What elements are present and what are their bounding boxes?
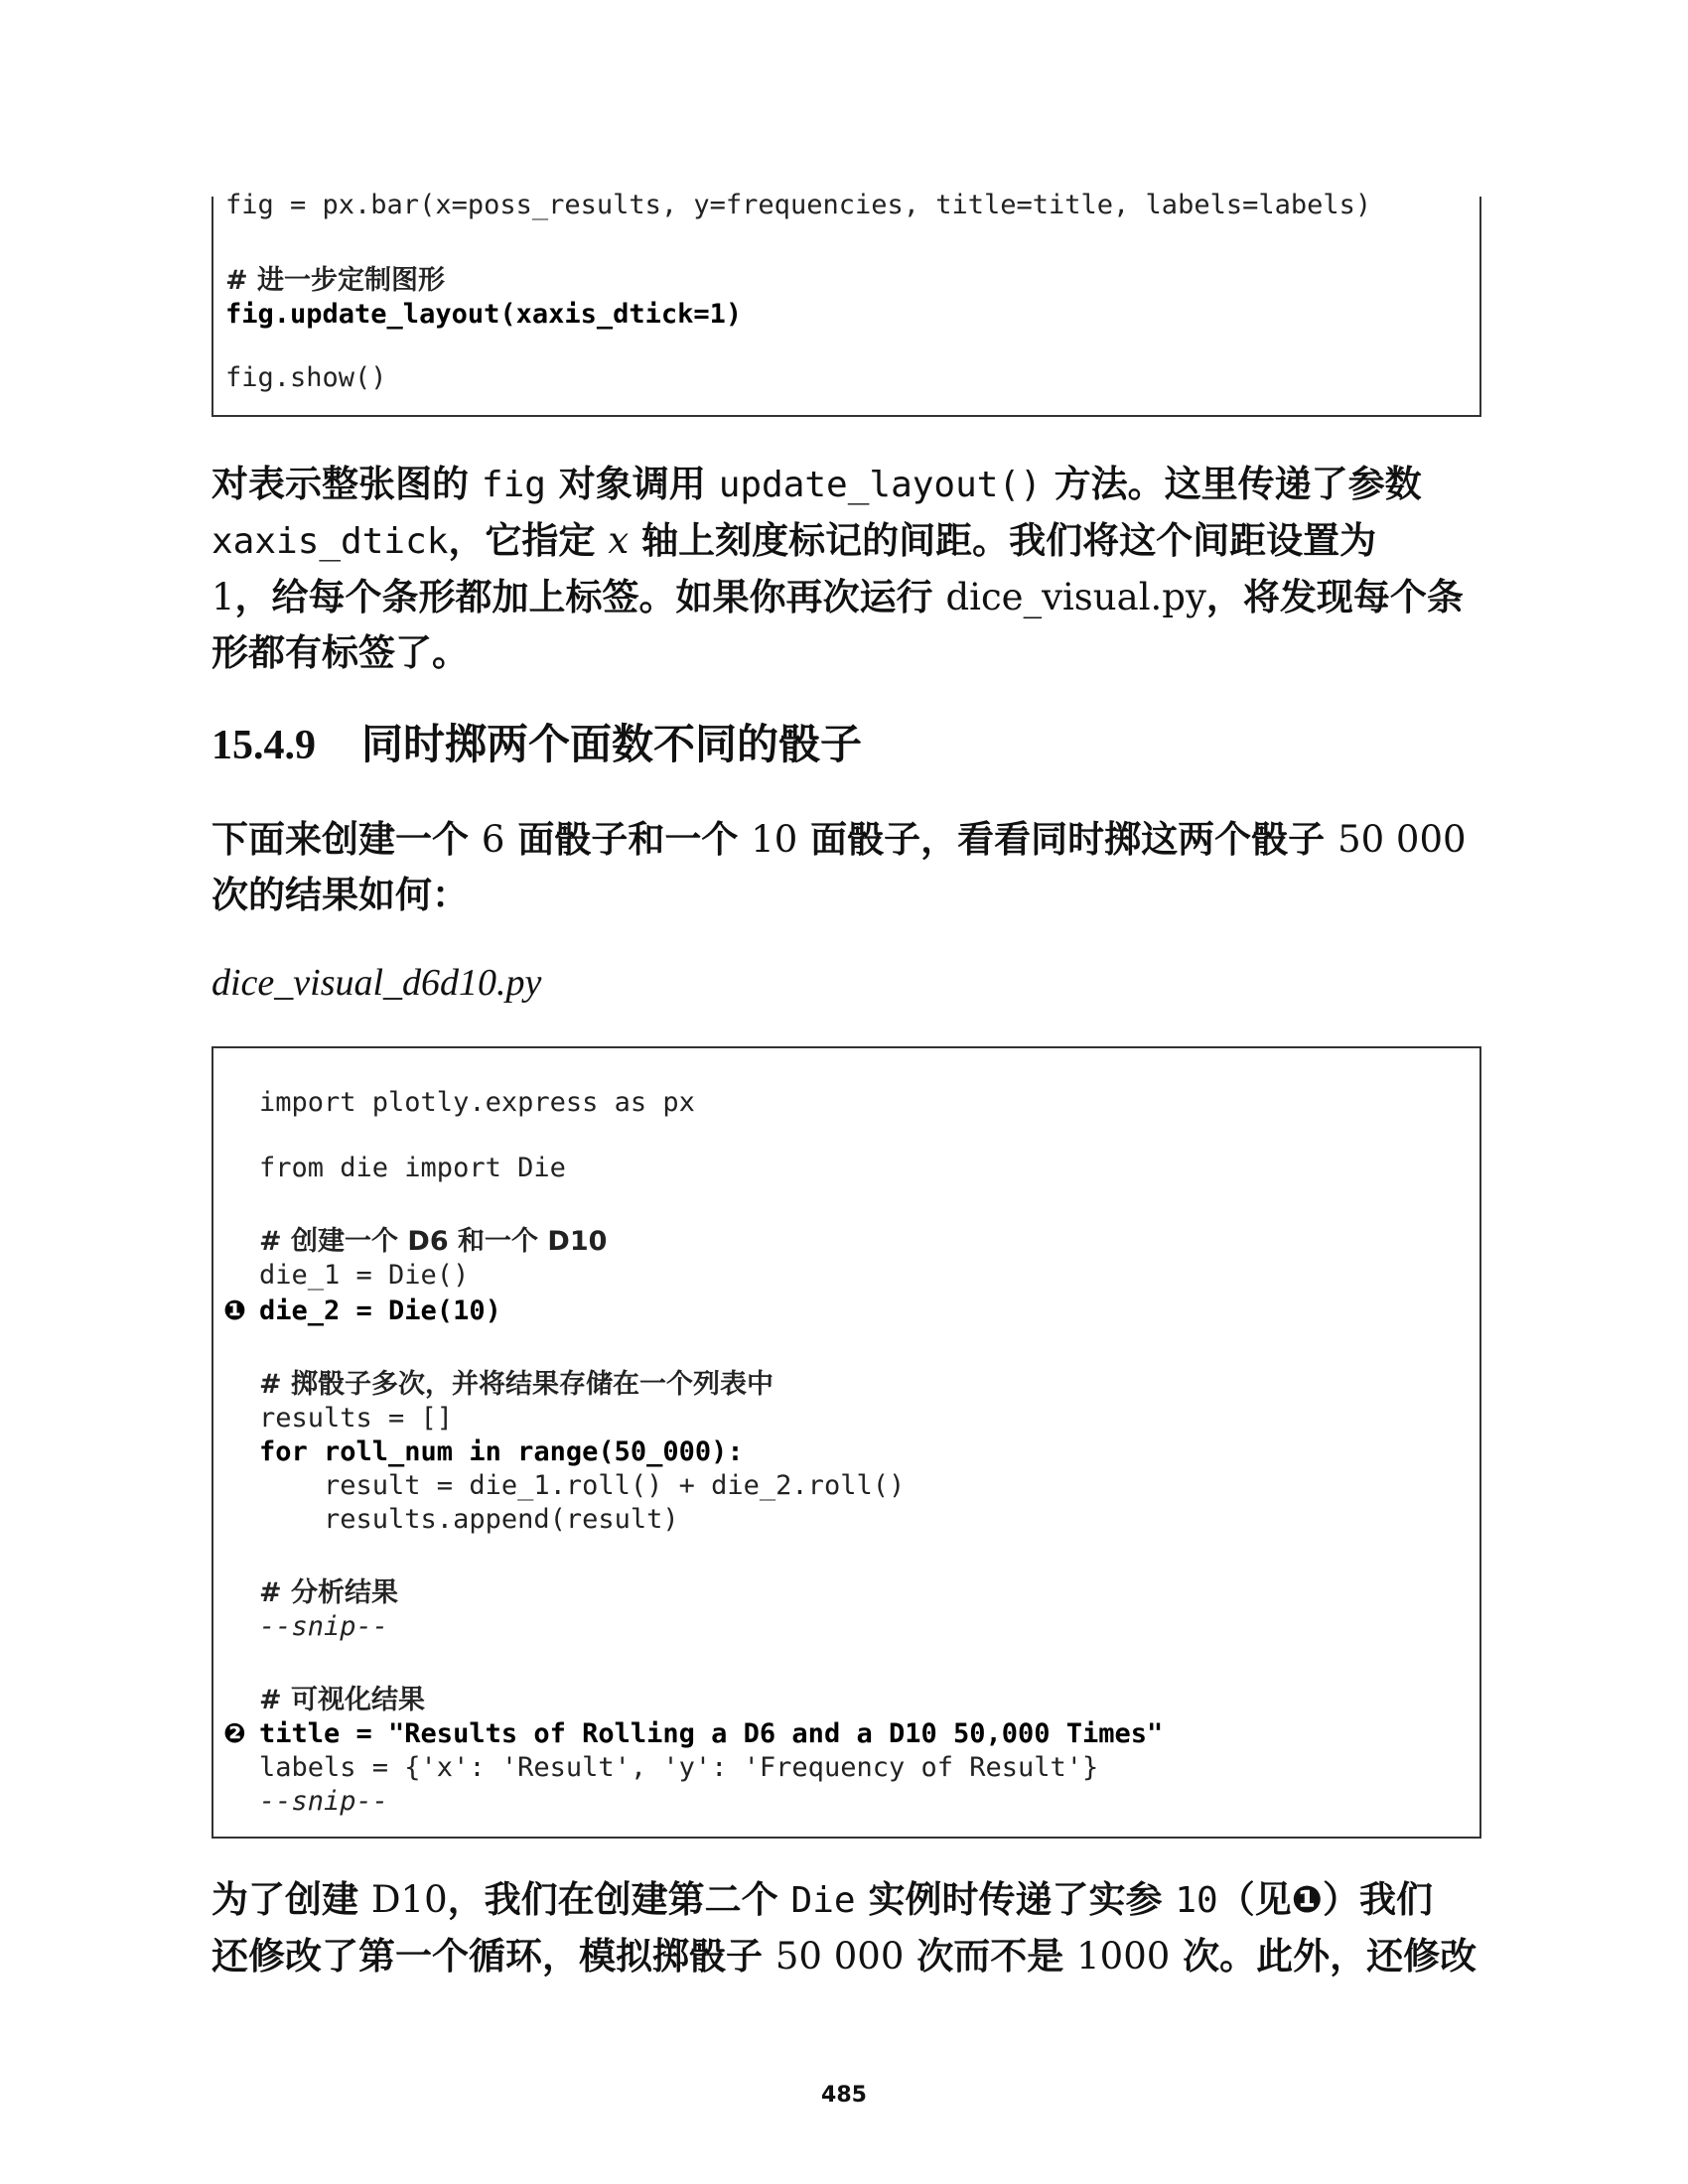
para-line — [211, 513, 1492, 570]
para-line — [211, 812, 1492, 868]
text: 对象调用 — [545, 463, 719, 505]
section-heading — [211, 715, 862, 775]
text: 对表示整张图的 — [211, 463, 482, 505]
code-line: results.append(result) — [259, 1504, 679, 1535]
para-line — [211, 868, 1492, 923]
text: （见❶）我们 — [1217, 1878, 1434, 1921]
code-line: from die import Die — [259, 1153, 566, 1183]
text: ，它指定 — [448, 519, 609, 562]
section-number: 15.4.9 — [211, 723, 316, 768]
text: 轴上刻度标记的间距。我们将这个间距设置为 — [629, 519, 1377, 562]
code-snip: --snip-- — [259, 1786, 389, 1817]
number: 1 — [211, 576, 235, 618]
code-line: fig.show() — [225, 362, 387, 393]
code-line: title = "Results of Rolling a D6 and a D10 50,000 Times" — [259, 1718, 1164, 1749]
code-line: results = [] — [259, 1403, 454, 1433]
file-name: dice_visual.py — [945, 576, 1206, 618]
text: ，给每个条形都加上标签。如果你再次运行 — [234, 576, 946, 618]
code-comment: # 进一步定制图形 — [225, 265, 446, 296]
body-paragraph-2 — [211, 812, 1492, 923]
code-comment: # 分析结果 — [259, 1577, 399, 1608]
code-line: for roll_num in range(50_000): — [259, 1436, 744, 1467]
para-line — [211, 457, 1492, 513]
inline-code: xaxis_dtick — [211, 521, 449, 562]
text: 次的结果如何： — [211, 874, 469, 916]
text: 面骰子，看看同时掷这两个骰子 — [797, 818, 1338, 861]
text: 面骰子和一个 — [504, 818, 752, 861]
text: 下面来创建一个 — [211, 818, 482, 861]
callout-marker-2: ❷ — [223, 1718, 246, 1749]
text: 次而不是 — [904, 1935, 1077, 1978]
inline-code: 10 — [1175, 1880, 1218, 1921]
text: 方法。这里传递了参数 — [1041, 463, 1422, 505]
code-line: import plotly.express as px — [259, 1087, 695, 1118]
code-line: result = die_1.roll() + die_2.roll() — [259, 1470, 906, 1501]
code-comment: # 掷骰子多次，并将结果存储在一个列表中 — [259, 1369, 774, 1400]
page-number: 485 — [821, 2083, 867, 2108]
para-line — [211, 1872, 1492, 1929]
code-line: die_2 = Die(10) — [259, 1296, 501, 1326]
number: D10 — [370, 1878, 448, 1921]
code-line: fig = px.bar(x=poss_results, y=frequencies, title=title, labels=labels) — [225, 190, 1372, 220]
number: 50 000 — [774, 1935, 905, 1978]
code-snip: --snip-- — [259, 1611, 389, 1642]
inline-code: Die — [790, 1880, 856, 1921]
para-line — [211, 625, 1492, 681]
number: 1000 — [1076, 1935, 1171, 1978]
code-line: fig.update_layout(xaxis_dtick=1) — [225, 299, 743, 330]
code-filename: dice_visual_d6d10.py — [211, 962, 542, 1004]
number: 10 — [751, 818, 798, 861]
number: 6 — [481, 818, 505, 861]
text: 实例时传递了实参 — [855, 1878, 1176, 1921]
text: 形都有标签了。 — [211, 631, 469, 674]
code-block — [211, 1046, 1481, 1839]
inline-code: fig — [481, 465, 546, 505]
para-line — [211, 570, 1492, 625]
callout-marker-1: ❶ — [223, 1296, 246, 1326]
section-title: 同时掷两个面数不同的骰子 — [361, 720, 863, 768]
code-line: die_1 = Die() — [259, 1260, 470, 1291]
body-paragraph-3 — [211, 1872, 1492, 1984]
text: 次。此外，还修改 — [1170, 1935, 1477, 1978]
text: ，我们在创建第二个 — [447, 1878, 791, 1921]
math-var: x — [608, 519, 630, 562]
inline-code: update_layout() — [718, 465, 1042, 505]
number: 50 000 — [1337, 818, 1467, 861]
para-line — [211, 1929, 1492, 1984]
body-paragraph-1 — [211, 457, 1492, 681]
text: 还修改了第一个循环，模拟掷骰子 — [211, 1935, 775, 1978]
code-comment: # 可视化结果 — [259, 1685, 426, 1715]
code-block-continued — [211, 190, 1481, 417]
code-comment: # 创建一个 D6 和一个 D10 — [259, 1226, 608, 1257]
text: 为了创建 — [211, 1878, 371, 1921]
code-line: labels = {'x': 'Result', 'y': 'Frequency of Result'} — [259, 1752, 1099, 1783]
text: ，将发现每个条 — [1205, 576, 1464, 618]
